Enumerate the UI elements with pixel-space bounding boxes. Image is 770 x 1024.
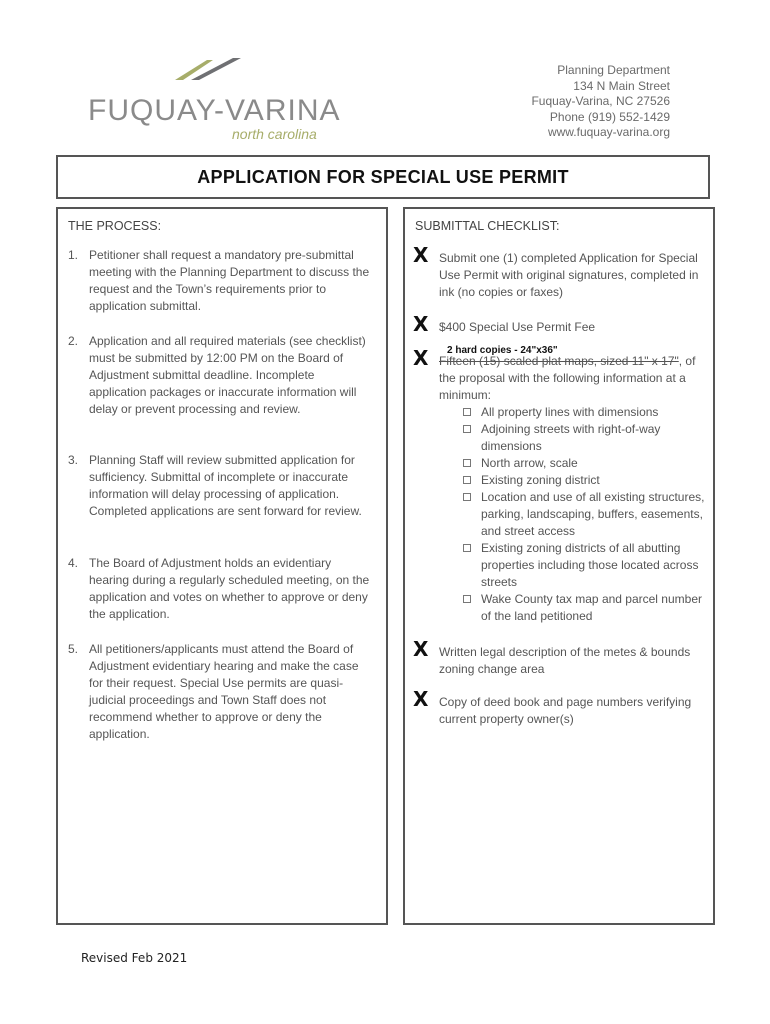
town-logo [88,56,341,146]
sub-item[interactable] [459,421,709,455]
step-number: 4. [68,556,79,570]
address-line: Fuquay-Varina, NC 27526 [531,94,670,108]
sub-item-text: Location and use of all existing structures, parking, landscaping, buffers, easements, and street access [481,490,705,538]
checkbox-icon[interactable] [463,595,471,603]
x-mark-icon: X [413,243,429,267]
step-text: The Board of Adjustment holds an evidentiary hearing during a regularly scheduled meeting, on the application and votes on whether to approve or deny the application. [89,556,370,621]
sub-item-text: Adjoining streets with right-of-way dimensions [481,422,661,453]
logo-state: north carolina [232,126,317,142]
step-number: 2. [68,334,79,348]
step-text: All petitioners/applicants must attend the Board of Adjustment evidentiary hearing and make the case for their request. Special Use permits are quasi-judicial proceedings and Town Staff does not recommend whether to approve or deny the application. [89,642,359,741]
checklist-item-text: Submit one (1) completed Application for Special Use Permit with original signatures, completed in ink (no copies or faxes) [439,251,699,299]
process-step [68,641,373,743]
sub-item[interactable] [459,591,709,625]
title-box [56,155,710,199]
sub-item-text: All property lines with dimensions [481,405,659,419]
revision-note: Revised Feb 2021 [81,951,188,965]
plat-map-requirements [459,404,709,625]
process-step [68,333,373,418]
checklist-panel [403,207,715,925]
sub-item-text: Existing zoning district [481,473,600,487]
department-address [531,63,670,141]
process-heading: THE PROCESS: [68,219,162,233]
checkbox-icon[interactable] [463,459,471,467]
checklist-item-text [439,353,709,404]
x-mark-icon: X [413,637,429,661]
process-step [68,247,373,315]
sub-item[interactable] [459,455,709,472]
sub-item[interactable] [459,540,709,591]
sub-item-text: Wake County tax map and parcel number of the land petitioned [481,592,702,623]
struck-text: Fifteen (15) scaled plat maps, sized 11" x 17" [439,354,679,368]
step-text: Application and all required materials (see checklist) must be submitted by 12:00 PM on the Board of Adjustment submittal deadline. Incomplete application packages or inaccurate information will delay or prevent processing and review. [89,334,366,416]
step-number: 3. [68,453,79,467]
x-mark-icon: X [413,312,429,336]
checkbox-icon[interactable] [463,425,471,433]
sub-item[interactable] [459,472,709,489]
sub-item-text: Existing zoning districts of all abutting properties including those located across streets [481,541,699,589]
sub-item-text: North arrow, scale [481,456,578,470]
address-line: Planning Department [557,63,670,77]
checklist-item-text: Copy of deed book and page numbers verifying current property owner(s) [439,695,692,726]
address-line: 134 N Main Street [573,78,670,93]
page-title: APPLICATION FOR SPECIAL USE PERMIT [197,166,569,187]
item-text: , of the proposal with the following information at a minimum: [439,354,696,402]
checklist-heading: SUBMITTAL CHECKLIST: [415,219,560,233]
x-mark-icon: X [413,687,429,711]
step-text: Petitioner shall request a mandatory pre-submittal meeting with the Planning Department to discuss the request and the Town’s requirements prior to application submittal. [89,248,370,313]
checkbox-icon[interactable] [463,408,471,416]
process-step [68,452,373,520]
step-text: Planning Staff will review submitted application for sufficiency. Submittal of incomplete or inaccurate information will delay processing of application. Completed applications are sent forward for review. [89,453,362,518]
sub-item[interactable] [459,489,709,540]
logo-mark-icon [173,56,243,86]
sub-item[interactable] [459,404,709,421]
website-link[interactable]: www.fuquay-varina.org [547,125,670,139]
checkbox-icon[interactable] [463,544,471,552]
process-panel [56,207,388,925]
step-number: 5. [68,642,79,656]
logo-name: FUQUAY-VARINA [88,94,341,127]
process-step [68,555,373,623]
checklist-item-text: Written legal description of the metes & bounds zoning change area [439,645,691,676]
checkbox-icon[interactable] [463,476,471,484]
checklist-item-text: $400 Special Use Permit Fee [439,320,596,334]
checklist-item[interactable] [413,312,709,336]
handwritten-note: 2 hard copies - 24"x36" [447,345,558,356]
step-number: 1. [68,248,79,262]
address-line: Phone (919) 552-1429 [549,109,670,124]
checklist-item[interactable] [413,637,709,678]
x-mark-icon: X [413,346,429,370]
checklist-item[interactable] [413,687,709,728]
checklist-item[interactable] [413,243,709,301]
checklist-item[interactable] [413,345,709,625]
checkbox-icon[interactable] [463,493,471,501]
